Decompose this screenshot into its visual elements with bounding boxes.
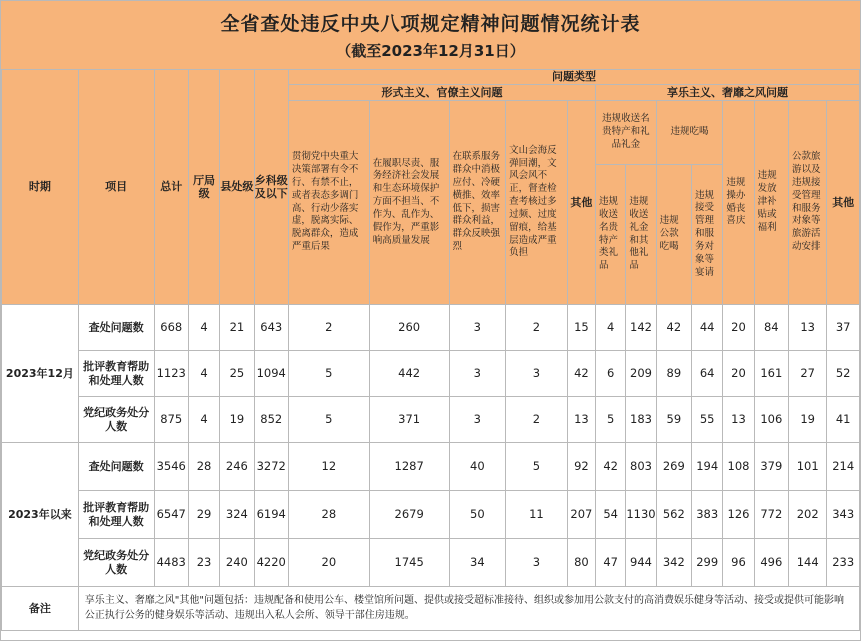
cell-wedding: 13 bbox=[723, 397, 754, 443]
cell-gift-b: 803 bbox=[626, 443, 656, 491]
cell-bureau: 23 bbox=[188, 539, 219, 587]
cell-f3: 3 bbox=[449, 351, 506, 397]
cell-f5: 92 bbox=[567, 443, 595, 491]
header-gift-b: 违规收送礼金和其他礼品 bbox=[626, 165, 656, 305]
cell-other: 233 bbox=[827, 539, 860, 587]
cell-gift-a: 47 bbox=[596, 539, 626, 587]
cell-county: 324 bbox=[220, 491, 254, 539]
cell-wedding: 96 bbox=[723, 539, 754, 587]
cell-gift-a: 42 bbox=[596, 443, 626, 491]
cell-gift-b: 142 bbox=[626, 305, 656, 351]
header-township: 乡科级及以下 bbox=[254, 70, 288, 305]
cell-travel: 101 bbox=[788, 443, 826, 491]
cell-eat-a: 89 bbox=[656, 351, 691, 397]
cell-total: 1123 bbox=[154, 351, 188, 397]
header-total: 总计 bbox=[154, 70, 188, 305]
cell-eat-b: 383 bbox=[692, 491, 723, 539]
header-f1: 贯彻党中央重大决策部署有令不行、有禁不止，或者表态多调门高、行动少落实虚，脱离实际、脱离群众，造成严重后果 bbox=[288, 101, 369, 305]
header-county: 县处级 bbox=[220, 70, 254, 305]
cell-f3: 50 bbox=[449, 491, 506, 539]
cell-f4: 11 bbox=[506, 491, 568, 539]
cell-eat-b: 44 bbox=[692, 305, 723, 351]
cell-bureau: 4 bbox=[188, 351, 219, 397]
header-eat-a: 违规公款吃喝 bbox=[656, 165, 691, 305]
cell-f2: 1745 bbox=[369, 539, 449, 587]
cell-f2: 371 bbox=[369, 397, 449, 443]
cell-gift-b: 1130 bbox=[626, 491, 656, 539]
cell-gift-b: 944 bbox=[626, 539, 656, 587]
cell-f5: 80 bbox=[567, 539, 595, 587]
row-item-label: 党纪政务处分人数 bbox=[78, 539, 154, 587]
header-f4: 文山会海反弹回潮，文风会风不正，督查检查考核过多过频、过度留痕，给基层造成严重负担 bbox=[506, 101, 568, 305]
note-label: 备注 bbox=[2, 587, 79, 631]
row-item-label: 党纪政务处分人数 bbox=[78, 397, 154, 443]
cell-f3: 40 bbox=[449, 443, 506, 491]
cell-total: 6547 bbox=[154, 491, 188, 539]
cell-gift-b: 209 bbox=[626, 351, 656, 397]
cell-eat-a: 342 bbox=[656, 539, 691, 587]
cell-township: 6194 bbox=[254, 491, 288, 539]
cell-bureau: 4 bbox=[188, 305, 219, 351]
table-row bbox=[2, 305, 860, 351]
cell-gift-a: 5 bbox=[596, 397, 626, 443]
statistics-table bbox=[1, 69, 860, 631]
cell-other: 41 bbox=[827, 397, 860, 443]
cell-f2: 2679 bbox=[369, 491, 449, 539]
cell-eat-a: 42 bbox=[656, 305, 691, 351]
cell-f3: 34 bbox=[449, 539, 506, 587]
table-row bbox=[2, 351, 860, 397]
cell-bureau: 29 bbox=[188, 491, 219, 539]
cell-eat-b: 194 bbox=[692, 443, 723, 491]
table-row bbox=[2, 539, 860, 587]
cell-wedding: 108 bbox=[723, 443, 754, 491]
cell-travel: 13 bbox=[788, 305, 826, 351]
cell-township: 852 bbox=[254, 397, 288, 443]
row-item-label: 查处问题数 bbox=[78, 443, 154, 491]
title-bar bbox=[1, 1, 860, 69]
cell-f1: 5 bbox=[288, 351, 369, 397]
cell-eat-b: 64 bbox=[692, 351, 723, 397]
header-travel: 公款旅游以及违规接受管理和服务对象等旅游活动安排 bbox=[788, 101, 826, 305]
cell-allowance: 161 bbox=[754, 351, 788, 397]
cell-gift-a: 6 bbox=[596, 351, 626, 397]
header-wedding: 违规操办婚丧喜庆 bbox=[723, 101, 754, 305]
header-gift-group: 违规收送名贵特产和礼品礼金 bbox=[596, 101, 657, 165]
row-item-label: 查处问题数 bbox=[78, 305, 154, 351]
cell-township: 4220 bbox=[254, 539, 288, 587]
cell-f4: 2 bbox=[506, 397, 568, 443]
table-row bbox=[2, 491, 860, 539]
cell-other: 343 bbox=[827, 491, 860, 539]
page-title: 全省查处违反中央八项规定精神问题情况统计表 bbox=[220, 13, 641, 35]
cell-travel: 144 bbox=[788, 539, 826, 587]
cell-f5: 13 bbox=[567, 397, 595, 443]
cell-f3: 3 bbox=[449, 305, 506, 351]
cell-f4: 3 bbox=[506, 351, 568, 397]
cell-county: 240 bbox=[220, 539, 254, 587]
cell-allowance: 106 bbox=[754, 397, 788, 443]
cell-f1: 2 bbox=[288, 305, 369, 351]
cell-eat-b: 299 bbox=[692, 539, 723, 587]
cell-travel: 202 bbox=[788, 491, 826, 539]
header-item: 项目 bbox=[78, 70, 154, 305]
cell-county: 25 bbox=[220, 351, 254, 397]
table-row bbox=[2, 397, 860, 443]
row-item-label: 批评教育帮助和处理人数 bbox=[78, 491, 154, 539]
note-text: 享乐主义、奢靡之风"其他"问题包括：违规配备和使用公车、楼堂馆所问题、提供或接受超标准接待、组织或参加用公款支付的高消费娱乐健身等活动、接受或提供可能影响公正执行公务的健身娱乐等活动、违规出入私人会所、领导干部住房违规。 bbox=[78, 587, 859, 631]
cell-f2: 260 bbox=[369, 305, 449, 351]
cell-gift-a: 4 bbox=[596, 305, 626, 351]
cell-total: 668 bbox=[154, 305, 188, 351]
cell-other: 52 bbox=[827, 351, 860, 397]
header-problem-type: 问题类型 bbox=[288, 70, 859, 85]
cell-f1: 28 bbox=[288, 491, 369, 539]
cell-f1: 5 bbox=[288, 397, 369, 443]
header-eat-b: 违规接受管理和服务对象等宴请 bbox=[692, 165, 723, 305]
header-gift-a: 违规收送名贵特产类礼品 bbox=[596, 165, 626, 305]
cell-f5: 15 bbox=[567, 305, 595, 351]
cell-wedding: 20 bbox=[723, 305, 754, 351]
cell-f2: 1287 bbox=[369, 443, 449, 491]
cell-total: 4483 bbox=[154, 539, 188, 587]
cell-allowance: 772 bbox=[754, 491, 788, 539]
header-group-hedonism: 享乐主义、奢靡之风问题 bbox=[596, 85, 860, 101]
cell-f4: 2 bbox=[506, 305, 568, 351]
cell-county: 21 bbox=[220, 305, 254, 351]
header-eat-group: 违规吃喝 bbox=[656, 101, 723, 165]
cell-allowance: 84 bbox=[754, 305, 788, 351]
cell-f3: 3 bbox=[449, 397, 506, 443]
period-label: 2023年以来 bbox=[2, 443, 79, 587]
cell-township: 1094 bbox=[254, 351, 288, 397]
cell-travel: 19 bbox=[788, 397, 826, 443]
cell-gift-b: 183 bbox=[626, 397, 656, 443]
header-bureau: 厅局级 bbox=[188, 70, 219, 305]
cell-f4: 3 bbox=[506, 539, 568, 587]
header-allowance: 违规发放津补贴或福利 bbox=[754, 101, 788, 305]
header-f5-other: 其他 bbox=[567, 101, 595, 305]
page-subtitle: （截至2023年12月31日） bbox=[336, 42, 525, 60]
cell-f5: 207 bbox=[567, 491, 595, 539]
header-period: 时期 bbox=[2, 70, 79, 305]
cell-allowance: 496 bbox=[754, 539, 788, 587]
cell-township: 643 bbox=[254, 305, 288, 351]
cell-allowance: 379 bbox=[754, 443, 788, 491]
cell-wedding: 126 bbox=[723, 491, 754, 539]
cell-bureau: 28 bbox=[188, 443, 219, 491]
cell-eat-a: 269 bbox=[656, 443, 691, 491]
cell-travel: 27 bbox=[788, 351, 826, 397]
cell-other: 214 bbox=[827, 443, 860, 491]
note-row bbox=[2, 587, 860, 631]
cell-f1: 20 bbox=[288, 539, 369, 587]
cell-eat-a: 562 bbox=[656, 491, 691, 539]
cell-county: 246 bbox=[220, 443, 254, 491]
cell-county: 19 bbox=[220, 397, 254, 443]
cell-eat-b: 55 bbox=[692, 397, 723, 443]
cell-total: 3546 bbox=[154, 443, 188, 491]
cell-other: 37 bbox=[827, 305, 860, 351]
cell-wedding: 20 bbox=[723, 351, 754, 397]
cell-f2: 442 bbox=[369, 351, 449, 397]
cell-f4: 5 bbox=[506, 443, 568, 491]
table-row bbox=[2, 443, 860, 491]
header-hedonism-other: 其他 bbox=[827, 101, 860, 305]
cell-f1: 12 bbox=[288, 443, 369, 491]
cell-bureau: 4 bbox=[188, 397, 219, 443]
header-f3: 在联系服务群众中消极应付、冷硬横推、效率低下，损害群众利益，群众反映强烈 bbox=[449, 101, 506, 305]
cell-gift-a: 54 bbox=[596, 491, 626, 539]
cell-total: 875 bbox=[154, 397, 188, 443]
header-group-formalism: 形式主义、官僚主义问题 bbox=[288, 85, 595, 101]
cell-township: 3272 bbox=[254, 443, 288, 491]
cell-f5: 42 bbox=[567, 351, 595, 397]
header-f2: 在履职尽责、服务经济社会发展和生态环境保护方面不担当、不作为、乱作为、假作为，严重影响高质量发展 bbox=[369, 101, 449, 305]
row-item-label: 批评教育帮助和处理人数 bbox=[78, 351, 154, 397]
cell-eat-a: 59 bbox=[656, 397, 691, 443]
period-label: 2023年12月 bbox=[2, 305, 79, 443]
